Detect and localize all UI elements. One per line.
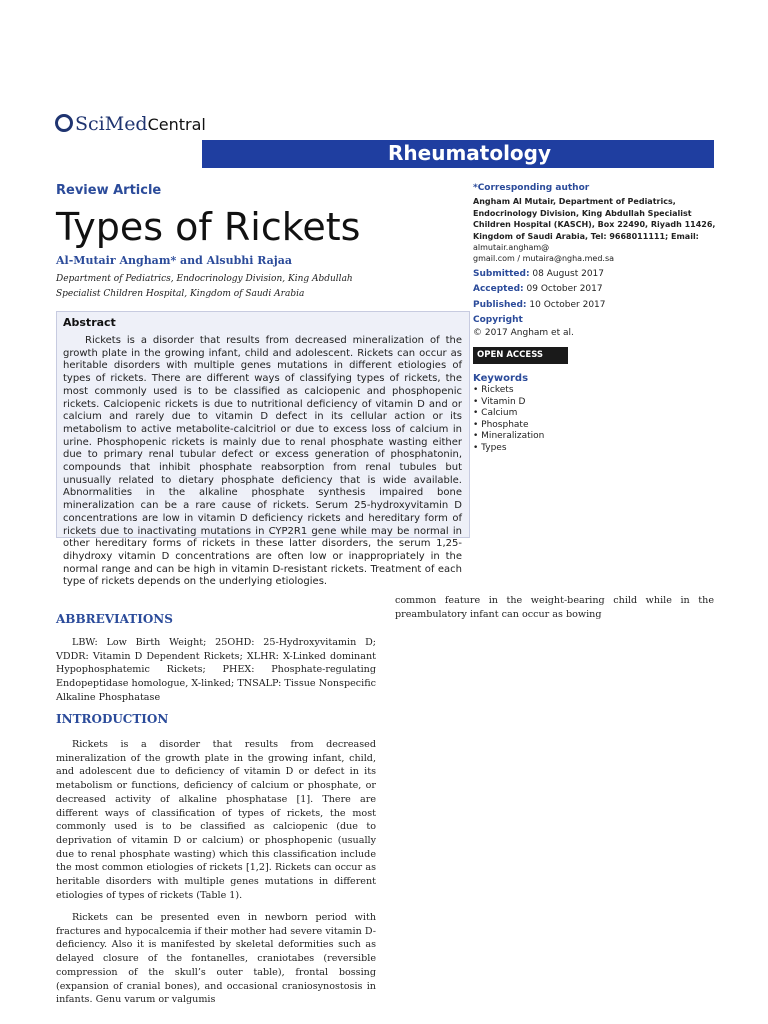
journal-banner — [202, 140, 714, 168]
article-type: Review Article — [56, 183, 162, 198]
keyword-item: • Vitamin D — [473, 397, 544, 409]
logo-ring-icon — [55, 114, 73, 132]
open-access-badge — [473, 347, 568, 364]
email-line-1[interactable]: almutair.angham@ — [473, 243, 550, 253]
article-title: Types of Rickets — [56, 205, 361, 249]
submitted-value: 08 August 2017 — [532, 268, 604, 279]
logo-main: SciMed — [75, 113, 148, 135]
right-column-text: common feature in the weight-bearing child while in the preambulatory infant can occur as bowing — [395, 595, 714, 620]
article-info-sidebar — [473, 183, 718, 340]
keywords-heading: Keywords — [473, 373, 529, 384]
journal-name: Rheumatology — [388, 141, 552, 165]
introduction-paragraph-1: Rickets is a disorder that results from decreased mineralization of the growth plate in the growing infant, child, and adolescent due to deficiency of vitamin D or defect in its metabolism or functions, deficiency of calcium or phosphate, or decreased activity of alkaline phosphatase [1]. There are different ways of classification of types of rickets, the most commonly used is to be classified as calciopenic (due to deprivation of vitamin D or calcium) or phosphopenic (usually due to renal phosphate wasting) which this classification include the most common etiologies of rickets [1,2]. Rickets can occur as heritable disorders with multiple genes mutations in different etiologies of types of rickets (Table 1). — [56, 739, 376, 901]
keyword-item: • Calcium — [473, 408, 544, 420]
abbreviations-text: LBW: Low Birth Weight; 25OHD: 25-Hydroxyvitamin D; VDDR: Vitamin D Dependent Rickets; XLHR: X-Linked dominant Hypophosphatemic Rickets; PHEX: Phosphate-regulating Endopeptidase homologue, X-linked; TNSALP: Tissue Nonspecific Alkaline Phosphatase — [56, 637, 376, 703]
authors: Al-Mutair Angham* and Alsubhi Rajaa — [56, 254, 293, 267]
publisher-logo — [55, 113, 206, 135]
open-access-label: OPEN ACCESS — [477, 350, 544, 360]
keyword-item: • Types — [473, 443, 544, 455]
abbreviations-heading: ABBREVIATIONS — [56, 612, 173, 626]
accepted-label: Accepted: — [473, 284, 524, 295]
submitted-label: Submitted: — [473, 268, 530, 279]
email-line-2[interactable]: gmail.com / mutaira@ngha.med.sa — [473, 254, 615, 264]
copyright-label: Copyright — [473, 315, 523, 326]
logo-accent: Central — [147, 115, 206, 134]
copyright-value: © 2017 Angham et al. — [473, 328, 574, 339]
keywords-list — [473, 385, 544, 455]
introduction-heading: INTRODUCTION — [56, 712, 169, 726]
abstract-text: Rickets is a disorder that results from decreased mineralization of the growth plate in the growing infant, child and adolescent. Rickets can occur as heritable disorders with multiple genes mutations in different etiologies of types of rickets. There are different ways of classifying types of rickets, the most commonly used is to be classified as calciopenic and phosphopenic rickets. Calciopenic rickets is due to nutritional deficiency of vitamin D and or calcium and rarely due to vitamin D defect in its cellular action or its metabolism to active metabolite-calcitriol or due to excess loss of calcium in urine. Phosphopenic rickets is mainly due to renal phosphate wasting either due to primary renal tubular defect or excess generation of phosphatonin, compounds that inhibit phosphate reabsorption from renal tubules but unusually related to dietary phosphate deficiency that is wide available. Abnormalities in the alkaline phosphate synthesis impaired bone mineralization can be a rare cause of rickets. Serum 25-hydroxyvitamin D concentrations are low in vitamin D deficiency rickets and hereditary form of rickets due to inactivating mutations in CYP2R1 gene while may be normal in other hereditary forms of rickets in these latter disorders, the serum 1,25-dihydroxy vitamin D concentrations are often low or inappropriately in the normal range and can be high in vitamin D-resistant rickets. Treatment of each type of rickets depends on the underlying etiologies. — [63, 335, 462, 588]
abstract-heading: Abstract — [63, 316, 116, 329]
published-row — [473, 300, 718, 311]
submitted-row — [473, 269, 718, 280]
published-value: 10 October 2017 — [529, 299, 606, 310]
affiliation: Department of Pediatrics, Endocrinology Division, King Abdullah Specialist Children Hospital, Kingdom of Saudi Arabia — [56, 274, 353, 299]
keyword-item: • Rickets — [473, 385, 544, 397]
accepted-row — [473, 284, 718, 295]
introduction-paragraph-2: Rickets can be presented even in newborn period with fractures and hypocalcemia if their mother had severe vitamin D-deficiency. Also it is manifested by skeletal deformities such as delayed closure of the fontanelles, craniotabes (reversible compression of the skull’s outer table), frontal bossing (expansion of cranial bones), and occasional craniosynostosis in infants. Genu varum or valgumis — [56, 912, 376, 1006]
accepted-value: 09 October 2017 — [526, 284, 603, 295]
keyword-item: • Mineralization — [473, 431, 544, 443]
corresponding-author-heading: *Corresponding author — [473, 183, 590, 193]
keyword-item: • Phosphate — [473, 420, 544, 432]
published-label: Published: — [473, 299, 527, 310]
corresponding-author-text: Angham Al Mutair, Department of Pediatrics, Endocrinology Division, King Abdullah Specialist Children Hospital (KASCH), Box 22490, Riyadh 11426, Kingdom of Saudi Arabia, Tel: 9668011111; Email: — [473, 197, 716, 241]
